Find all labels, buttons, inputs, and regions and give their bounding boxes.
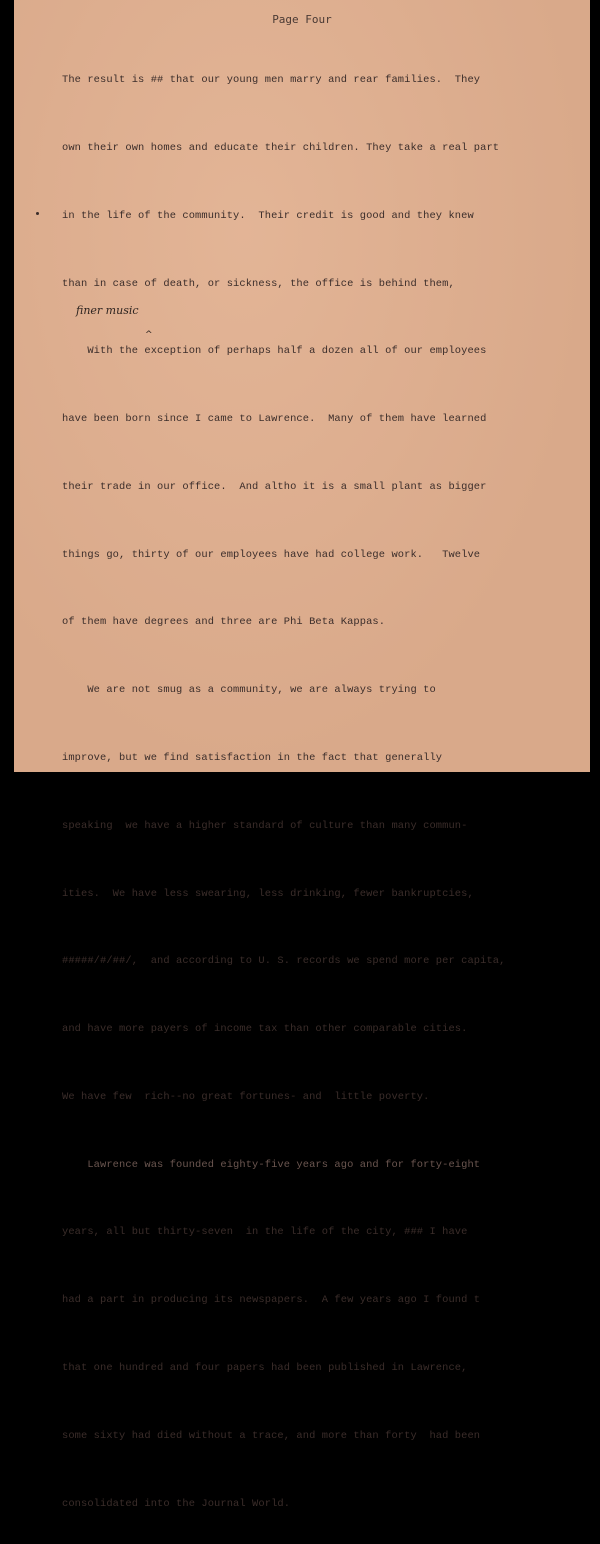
text-line: in the life of the community. Their credit is good and they knew	[62, 209, 474, 222]
stray-mark	[36, 212, 39, 215]
text-line: We have few rich--no great fortunes- and little poverty.	[62, 1090, 430, 1103]
text-line: We are not smug as a community, we are always trying to	[62, 684, 436, 697]
text-line: things go, thirty of our employees have had college work. Twelve	[62, 548, 481, 561]
typed-body	[62, 24, 582, 1544]
text-line: speaking we have a higher standard of culture than many commun-	[62, 819, 468, 832]
text-line: that one hundred and four papers had been published in Lawrence,	[62, 1362, 468, 1375]
page-heading: Page Four	[272, 13, 332, 26]
text-line: own their own homes and educate their children. They take a real part	[62, 141, 500, 154]
text-line: their trade in our office. And altho it is a small plant as bigger	[62, 480, 487, 493]
text-line: years, all but thirty-seven in the life of the city, ### I have	[62, 1226, 468, 1239]
text-line: ities. We have less swearing, less drinking, fewer bankruptcies,	[62, 887, 474, 900]
insertion-caret: ^	[145, 330, 153, 340]
text-line: and have more payers of income tax than other comparable cities.	[62, 1023, 468, 1036]
handwritten-annotation: finer music	[76, 304, 139, 317]
text-line: had a part in producing its newspapers. A few years ago I found t	[62, 1294, 481, 1307]
text-line: With the exception of perhaps half a dozen all of our employees	[62, 345, 487, 358]
text-line: of them have degrees and three are Phi Beta Kappas.	[62, 616, 386, 629]
text-line: have been born since I came to Lawrence. Many of them have learned	[62, 413, 487, 426]
text-line: #####/#/##/, and according to U. S. records we spend more per capita,	[62, 955, 506, 968]
text-line: consolidated into the Journal World.	[62, 1497, 291, 1510]
text-line: The result is ## that our young men marry and rear families. They	[62, 74, 481, 87]
text-line: improve, but we find satisfaction in the fact that generally	[62, 752, 443, 764]
text-line: Lawrence was founded eighty-five years ago and for forty-eight	[62, 1158, 481, 1171]
text-line: than in case of death, or sickness, the office is behind them,	[62, 277, 455, 290]
text-line: some sixty had died without a trace, and more than forty had been	[62, 1429, 481, 1442]
document-page	[14, 0, 590, 1510]
